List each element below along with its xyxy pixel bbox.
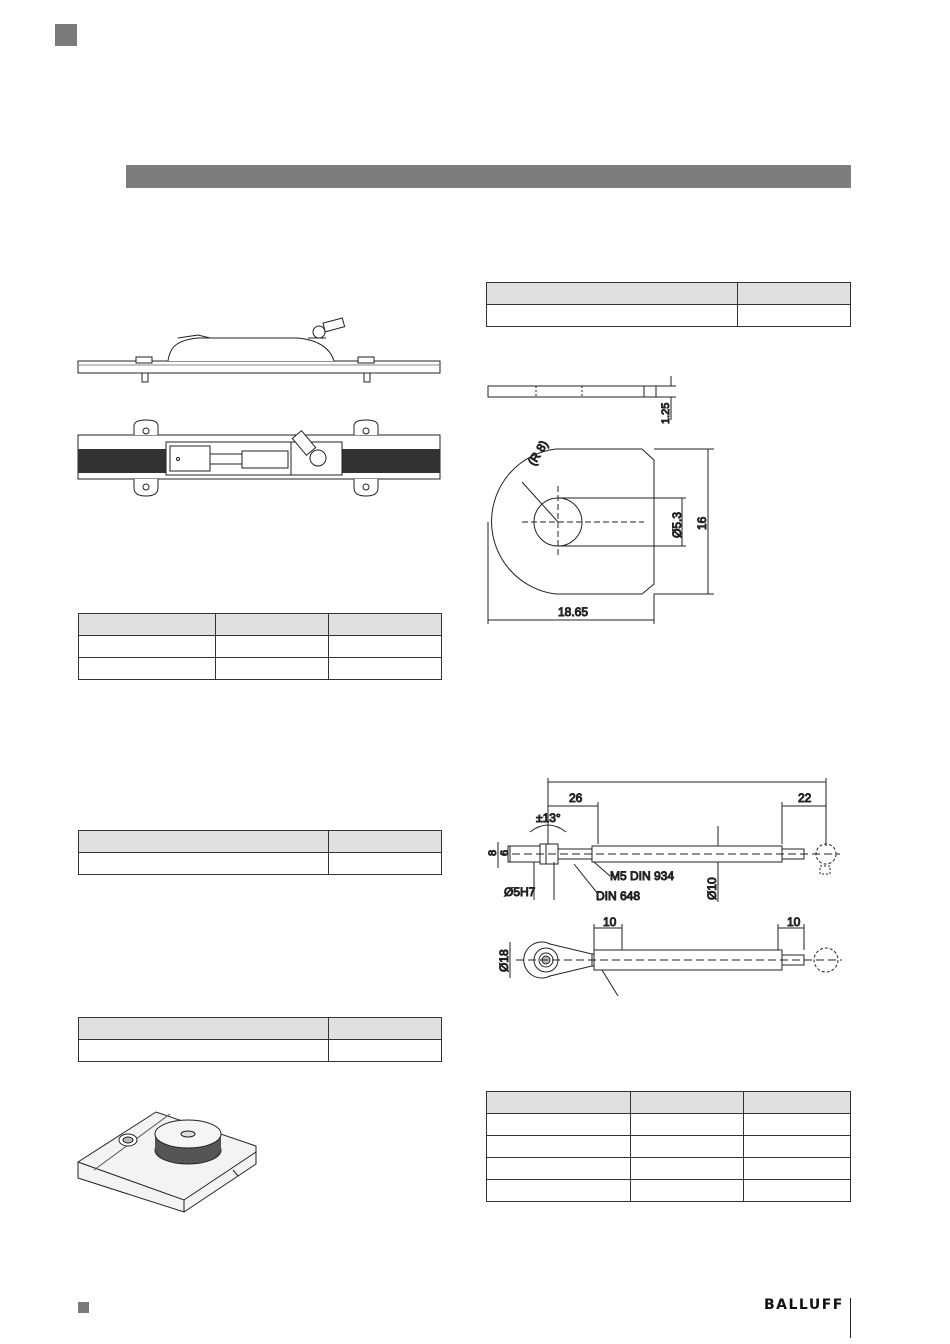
plate-side-view (486, 372, 686, 432)
table-header-row (487, 283, 851, 305)
rod2-dim-right: 10 (787, 915, 801, 929)
rod-dim-angle: ±13° (536, 811, 561, 825)
table-header-row (487, 1092, 851, 1114)
rod-label-din648: DIN 648 (596, 889, 641, 903)
footer-marker (78, 1302, 89, 1313)
rod-dim-left: 26 (569, 791, 583, 805)
table-header-row (79, 831, 442, 853)
table-row (79, 853, 442, 875)
rod-drawing-top-view (486, 914, 850, 1000)
clamp-isometric-view (78, 1108, 278, 1220)
dim-hole: Ø5.3 (670, 511, 684, 538)
rod-dim-right: 22 (798, 791, 812, 805)
table-row (487, 1136, 851, 1158)
mounting-assembly-top-view (78, 418, 442, 500)
dim-thickness: 1.25 (660, 402, 672, 424)
table-row (487, 1158, 851, 1180)
spec-table-left-2 (78, 830, 442, 875)
rod-dim-8: 8 (487, 849, 499, 856)
table-row (79, 636, 442, 658)
spec-table-left-1 (78, 613, 442, 680)
table-row (79, 658, 442, 680)
table-row (487, 305, 851, 327)
rod2-dim-left: 10 (603, 915, 617, 929)
mounting-assembly-side-view (78, 318, 442, 388)
table-header-row (79, 614, 442, 636)
dim-radius: (R 8) (524, 437, 551, 468)
rod-dim-6: 6 (499, 849, 511, 856)
rod-drawing-side-view (486, 776, 850, 908)
table-row (79, 1040, 442, 1062)
table-row (487, 1180, 851, 1202)
spec-table-right-2 (486, 1091, 851, 1202)
dim-height: 16 (695, 516, 709, 530)
table-header-row (79, 1018, 442, 1040)
rod-dim-d10: Ø10 (705, 877, 719, 900)
brand-logo: BALLUFF (764, 1297, 844, 1313)
table-row (487, 1114, 851, 1136)
rod-dim-h7: Ø5H7 (504, 885, 536, 899)
spec-table-right-1 (486, 282, 851, 327)
plate-front-view (486, 437, 726, 626)
spec-table-left-3 (78, 1017, 442, 1062)
rod-label-m5: M5 DIN 934 (610, 869, 675, 883)
dim-width: 18.65 (558, 605, 589, 619)
corner-marker (55, 24, 77, 46)
section-title-bar (126, 165, 851, 188)
rod2-dim-d18: Ø18 (497, 949, 511, 972)
footer-rule (850, 1298, 851, 1338)
